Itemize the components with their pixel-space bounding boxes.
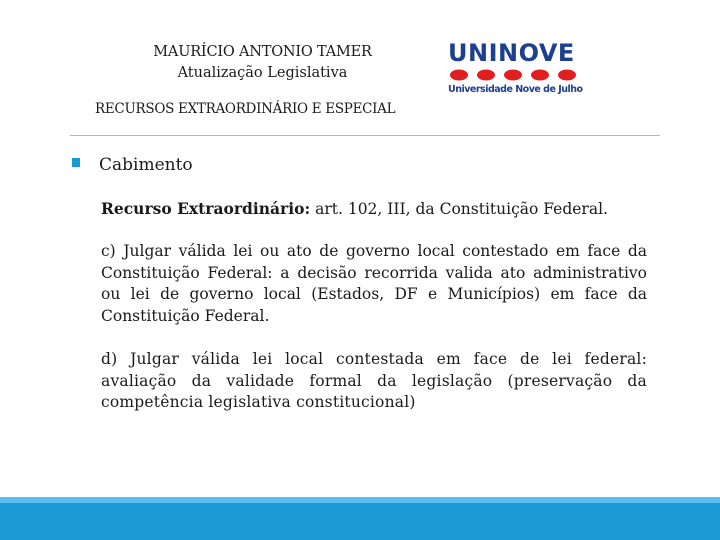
re-text: art. 102, III, da Constituição Federal. <box>310 200 608 218</box>
square-bullet-icon <box>72 158 80 167</box>
logo-dots-icon <box>448 69 580 81</box>
footer-bar <box>0 497 720 540</box>
uninove-logo <box>448 39 583 102</box>
item-d-paragraph: d) Julgar válida lei local contestada em face de lei federal: avaliação da validade formal da legislação (preservação da competência legislativa constitucional) <box>101 350 647 411</box>
logo-tagline: Universidade Nove de Julho <box>448 84 583 95</box>
header-subtitle: Atualização Legislativa <box>177 65 348 81</box>
item-c-paragraph: c) Julgar válida lei ou ato de governo local contestado em face da Constituição Federal: a decisão recorrida valida ato administrativo ou lei de governo local (Estados, DF e Municípios) em face da Constituição Federal. <box>101 242 647 325</box>
section-title: RECURSOS EXTRAORDINÁRIO E ESPECIAL <box>95 101 396 117</box>
recurso-extraordinario-paragraph <box>101 198 647 221</box>
logo-wordmark: UNINOVE <box>448 39 575 67</box>
re-label: Recurso Extraordinário: <box>101 199 311 218</box>
author-name: MAURÍCIO ANTONIO TAMER <box>153 44 372 60</box>
bullet-label: Cabimento <box>99 155 193 175</box>
footer-stripe <box>0 497 720 503</box>
slide-header <box>0 0 720 140</box>
header-divider <box>70 135 660 136</box>
